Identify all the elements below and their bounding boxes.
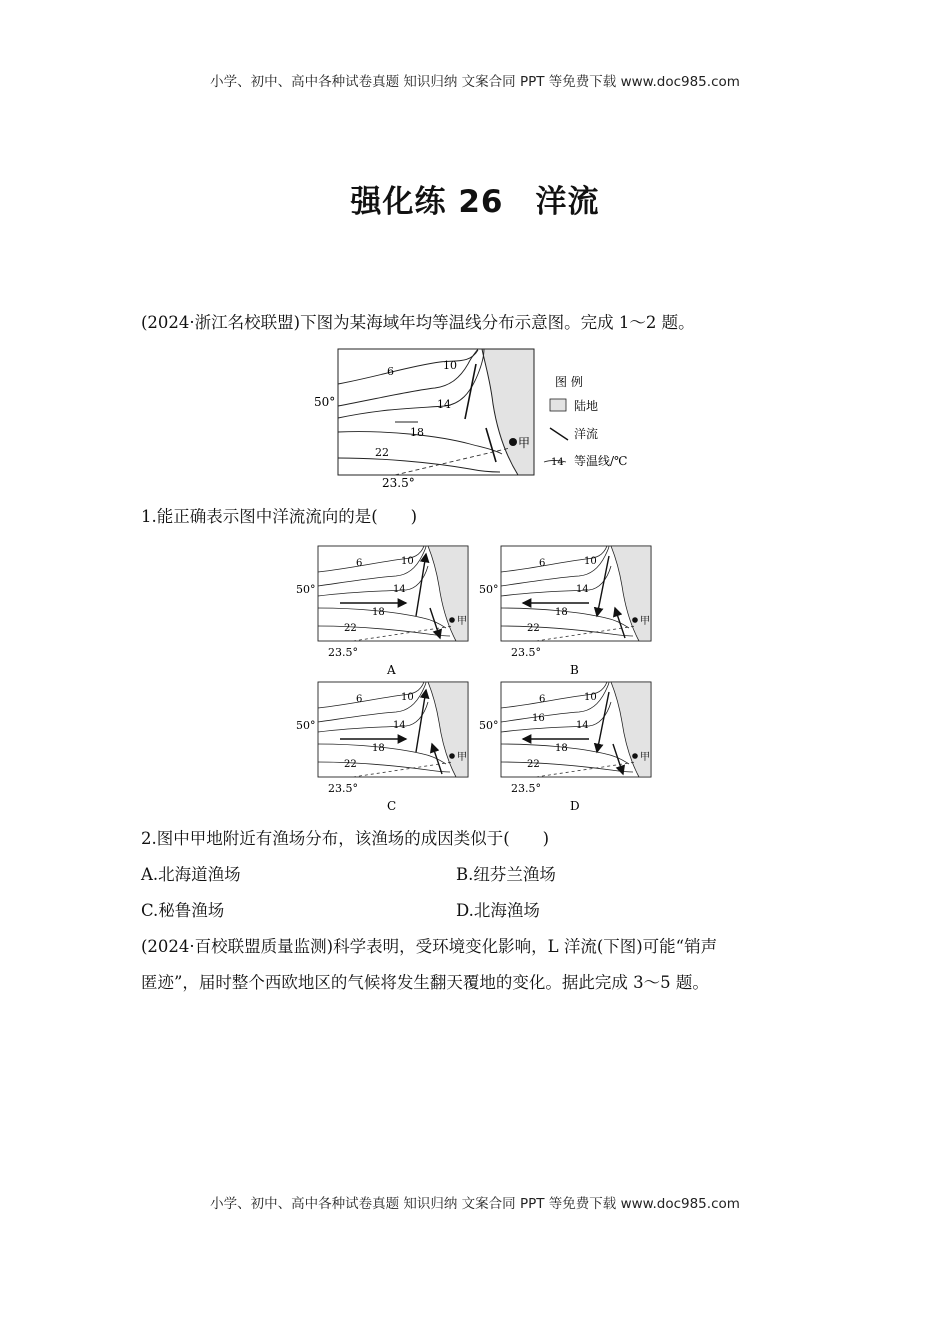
svg-text:50°: 50° bbox=[314, 395, 336, 409]
svg-text:10: 10 bbox=[443, 359, 457, 372]
svg-text:6: 6 bbox=[387, 365, 394, 378]
q2-option-a: A.北海道渔场 bbox=[141, 865, 241, 884]
svg-text:50°: 50° bbox=[296, 719, 316, 732]
svg-text:陆地: 陆地 bbox=[574, 399, 599, 413]
page-title: 强化练 26 洋流 bbox=[350, 184, 600, 220]
svg-text:23.5°: 23.5° bbox=[328, 646, 358, 659]
option-label-b: B bbox=[570, 663, 579, 677]
svg-text:14: 14 bbox=[551, 457, 564, 468]
svg-text:18: 18 bbox=[372, 743, 385, 754]
page-header: 小学、初中、高中各种试卷真题 知识归纳 文案合同 PPT 等免费下载 www.doc985.com bbox=[210, 74, 740, 90]
svg-text:甲: 甲 bbox=[457, 752, 467, 763]
intro-2-line-1: (2024·百校联盟质量监测)科学表明，受环境变化影响，L 洋流(下图)可能“销声 bbox=[141, 937, 718, 956]
svg-text:10: 10 bbox=[584, 556, 597, 567]
svg-text:18: 18 bbox=[372, 607, 385, 618]
svg-text:甲: 甲 bbox=[457, 616, 467, 627]
svg-text:6: 6 bbox=[539, 558, 546, 569]
q2-option-d: D.北海渔场 bbox=[456, 901, 540, 920]
point-jia: 甲 bbox=[518, 436, 531, 450]
page-footer: 小学、初中、高中各种试卷真题 知识归纳 文案合同 PPT 等免费下载 www.doc985.com bbox=[210, 1196, 740, 1212]
svg-text:23.5°: 23.5° bbox=[382, 476, 415, 490]
svg-text:18: 18 bbox=[410, 426, 424, 439]
svg-text:10: 10 bbox=[401, 556, 414, 567]
svg-text:23.5°: 23.5° bbox=[511, 782, 541, 795]
svg-text:14: 14 bbox=[393, 584, 406, 595]
svg-text:22: 22 bbox=[527, 623, 540, 634]
svg-text:14: 14 bbox=[576, 720, 589, 731]
intro-1: (2024·浙江名校联盟)下图为某海域年均等温线分布示意图。完成 1～2 题。 bbox=[141, 313, 695, 332]
svg-text:23.5°: 23.5° bbox=[328, 782, 358, 795]
svg-text:18: 18 bbox=[555, 743, 568, 754]
svg-text:50°: 50° bbox=[479, 719, 499, 732]
svg-text:14: 14 bbox=[576, 584, 589, 595]
svg-text:等温线/℃: 等温线/℃ bbox=[574, 454, 628, 468]
svg-text:14: 14 bbox=[393, 720, 406, 731]
option-maps bbox=[290, 542, 670, 816]
svg-text:50°: 50° bbox=[479, 583, 499, 596]
svg-text:23.5°: 23.5° bbox=[511, 646, 541, 659]
main-isotherm-map bbox=[300, 344, 645, 494]
svg-text:22: 22 bbox=[344, 623, 357, 634]
svg-text:22: 22 bbox=[527, 759, 540, 770]
q2-option-b: B.纽芬兰渔场 bbox=[456, 865, 556, 884]
svg-text:洋流: 洋流 bbox=[574, 427, 599, 441]
q2-option-c: C.秘鲁渔场 bbox=[141, 901, 225, 920]
option-label-a: A bbox=[387, 663, 396, 677]
question-1: 1.能正确表示图中洋流流向的是( ) bbox=[141, 507, 418, 526]
question-2: 2.图中甲地附近有渔场分布，该渔场的成因类似于( ) bbox=[141, 829, 550, 848]
svg-text:18: 18 bbox=[555, 607, 568, 618]
svg-text:6: 6 bbox=[539, 694, 546, 705]
svg-text:10: 10 bbox=[584, 692, 597, 703]
svg-text:6: 6 bbox=[356, 694, 363, 705]
svg-text:10: 10 bbox=[401, 692, 414, 703]
svg-text:16: 16 bbox=[532, 713, 545, 724]
option-label-d: D bbox=[570, 799, 580, 813]
svg-text:图 例: 图 例 bbox=[555, 375, 583, 389]
svg-text:50°: 50° bbox=[296, 583, 316, 596]
svg-text:14: 14 bbox=[437, 398, 451, 411]
svg-text:甲: 甲 bbox=[640, 616, 650, 627]
option-label-c: C bbox=[387, 799, 397, 813]
svg-text:22: 22 bbox=[375, 446, 389, 459]
svg-text:22: 22 bbox=[344, 759, 357, 770]
intro-2-line-2: 匿迹”，届时整个西欧地区的气候将发生翻天覆地的变化。据此完成 3～5 题。 bbox=[141, 973, 709, 992]
svg-text:甲: 甲 bbox=[640, 752, 650, 763]
svg-text:6: 6 bbox=[356, 558, 363, 569]
